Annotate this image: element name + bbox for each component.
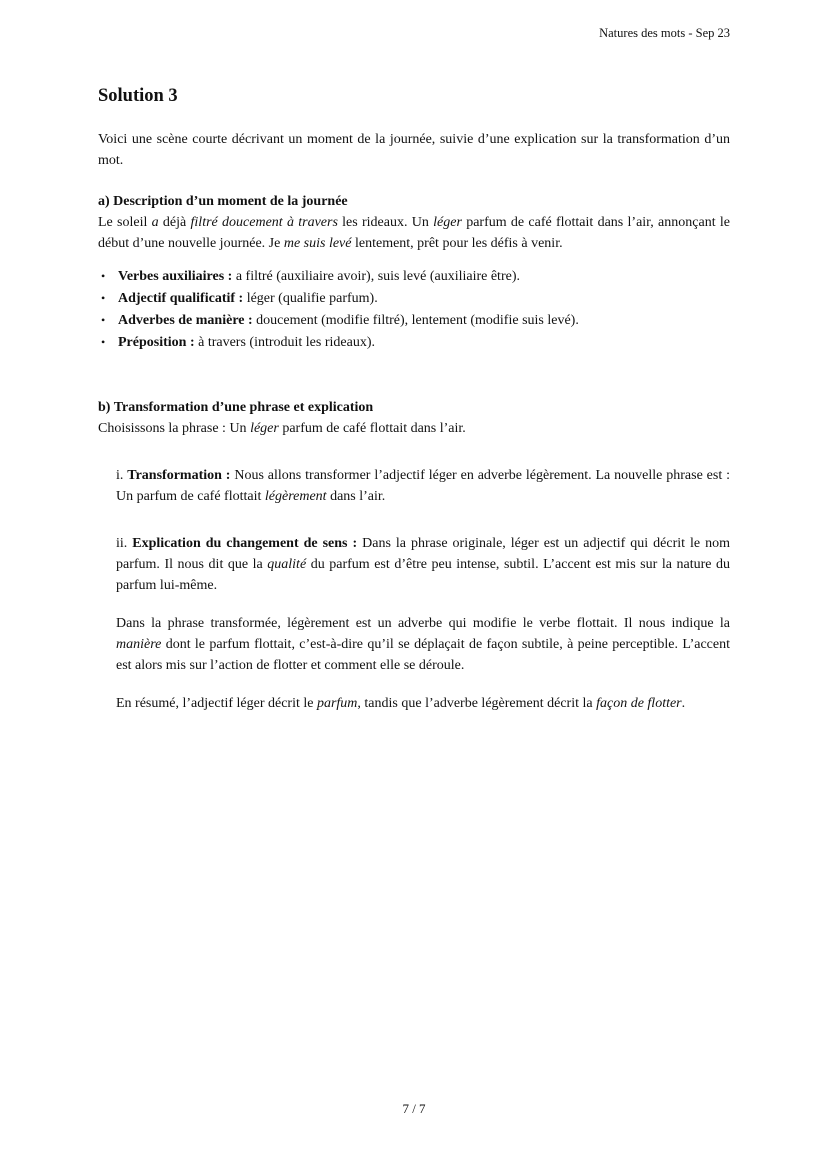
solution-heading: Solution 3	[98, 86, 178, 106]
section-a-paragraph: Le soleil a déjà filtré doucement à travers les rideaux. Un léger parfum de café flottait dans l’air, annonçant le début d’une nouvelle journée. Je me suis levé lentement, prêt pour les défis à venir.	[98, 215, 730, 251]
section-a	[98, 191, 730, 353]
page-content	[98, 86, 730, 714]
bullet-icon: •	[101, 313, 106, 327]
section-a-heading: a) Description d’un moment de la journée	[98, 194, 348, 209]
bullet-text: Verbes auxiliaires : a filtré (auxiliaire avoir), suis levé (auxiliaire être).	[118, 269, 520, 284]
bullet-text: Adverbes de manière : doucement (modifie filtré), lentement (modifie suis levé).	[118, 313, 579, 328]
transformed-phrase-paragraph: Dans la phrase transformée, légèrement est un adverbe qui modifie le verbe flottait. Il nous indique la manière dont le parfum flottait, c’est-à-dire qu’il se déplaçait de façon subtile, à peine perceptible. L’accent est alors mis sur l’action de flotter et comment elle se déroule.	[116, 616, 730, 673]
bullet-icon: •	[101, 291, 106, 305]
analysis-bullet-list	[98, 266, 730, 353]
bullet-icon: •	[101, 269, 106, 283]
intro-paragraph: Voici une scène courte décrivant un moment de la journée, suivie d’une explication sur la transformation d’un mot.	[98, 132, 730, 168]
section-b-paragraph: Choisissons la phrase : Un léger parfum de café flottait dans l’air.	[98, 421, 466, 436]
bullet-icon: •	[101, 335, 106, 349]
list-item	[98, 266, 730, 287]
section-b	[98, 397, 730, 714]
running-header: Natures des mots - Sep 23	[599, 26, 730, 40]
list-item	[98, 332, 730, 353]
page-number: 7 / 7	[402, 1101, 426, 1116]
explication-paragraph: ii. Explication du changement de sens : Dans la phrase originale, léger est un adjectif qui décrit le nom parfum. Il nous dit que la qualité du parfum est d’être peu intense, subtil. L’accent est mis sur la nature du parfum lui-même.	[116, 536, 730, 593]
section-b-heading: b) Transformation d’une phrase et explication	[98, 400, 374, 415]
bullet-text: Préposition : à travers (introduit les rideaux).	[118, 335, 375, 350]
list-item	[98, 288, 730, 309]
transformation-paragraph: i. Transformation : Nous allons transformer l’adjectif léger en adverbe légèrement. La nouvelle phrase est : Un parfum de café flottait légèrement dans l’air.	[116, 468, 730, 504]
section-b-subitems	[116, 465, 730, 714]
bullet-text: Adjectif qualificatif : léger (qualifie parfum).	[118, 291, 378, 306]
summary-paragraph: En résumé, l’adjectif léger décrit le parfum, tandis que l’adverbe légèrement décrit la façon de flotter.	[116, 696, 686, 711]
list-item	[98, 310, 730, 331]
